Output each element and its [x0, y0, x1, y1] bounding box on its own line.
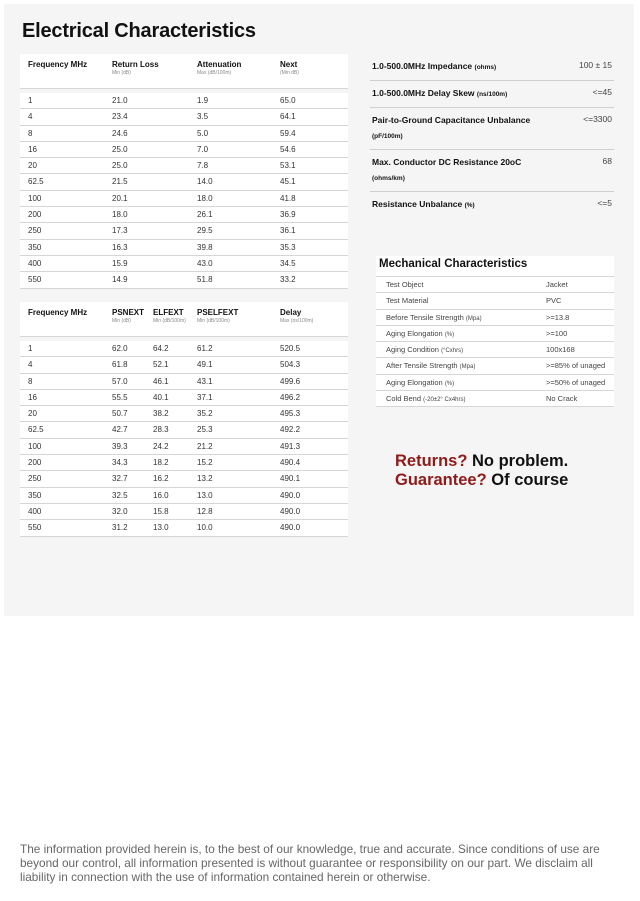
mechanical-value: No Crack: [546, 394, 578, 404]
table-cell: 39.3: [112, 441, 128, 451]
promo-text: [395, 452, 568, 490]
table-cell: 65.0: [280, 96, 296, 105]
table-cell: 61.2: [197, 344, 213, 353]
table-cell: 25.3: [197, 425, 213, 435]
table-cell: 37.1: [197, 392, 213, 402]
table-row: [20, 504, 348, 520]
mechanical-row: [376, 358, 614, 374]
table-cell: 36.9: [280, 210, 296, 220]
table-cell: 31.2: [112, 523, 128, 533]
header-frequency: Frequency MHz: [28, 60, 88, 69]
header-next: Next (Min dB): [280, 60, 299, 76]
table-cell: 33.2: [280, 275, 296, 285]
table-cell: 499.6: [280, 376, 301, 386]
table-cell: 64.1: [280, 112, 296, 122]
table-cell: 16: [28, 144, 37, 154]
table-cell: 55.5: [112, 392, 128, 402]
table-cell: 250: [28, 474, 42, 484]
table-cell: 52.1: [153, 360, 169, 370]
table-cell: 12.8: [197, 506, 213, 516]
disclaimer: The information provided herein is, to the best of our knowledge, true and accurate. Since conditions of use are beyond our control, all information presented is without guarantee or responsibility on our part. We disclaim all liability in connection with the use of information contained herein or otherwise.: [20, 842, 600, 884]
mechanical-row: [376, 277, 614, 293]
mechanical-table: [376, 256, 614, 407]
table-cell: 36.1: [280, 226, 296, 236]
spec-delay-skew: 1.0-500.0MHz Delay Skew (ns/100m) <=45: [370, 81, 614, 108]
table-cell: 28.3: [153, 425, 169, 435]
mechanical-label: Before Tensile Strength (Mpa): [386, 312, 482, 322]
table-row: [20, 207, 348, 223]
table-row: [20, 471, 348, 487]
table-cell: 7.0: [197, 144, 209, 154]
table-row: [20, 109, 348, 125]
table-cell: 26.1: [197, 210, 213, 220]
table-cell: 25.0: [112, 144, 128, 154]
table-row: [20, 256, 348, 272]
table-cell: 62.0: [112, 344, 128, 353]
header-psnext: PSNEXT Min (dB): [112, 308, 145, 324]
header-return-loss: Return Loss Min (dB): [112, 60, 159, 76]
table-row: [20, 272, 348, 288]
table-cell: 16.2: [153, 474, 169, 484]
table-row: [20, 439, 348, 455]
table-cell: 32.0: [112, 506, 128, 516]
table-cell: 496.2: [280, 392, 301, 402]
mechanical-value: >=100: [546, 328, 568, 338]
table-cell: 20: [28, 161, 37, 171]
table-cell: 40.1: [153, 392, 169, 402]
table-cell: 61.8: [112, 360, 128, 370]
table-cell: 490.0: [280, 506, 301, 516]
mechanical-label: Aging Condition (°Cxhrs): [386, 345, 464, 355]
table-cell: 32.5: [112, 490, 128, 500]
mechanical-row: [376, 326, 614, 342]
mechanical-row: [376, 310, 614, 326]
table-cell: 1: [28, 96, 33, 105]
table-cell: 38.2: [153, 409, 169, 419]
table-cell: 1.9: [197, 96, 209, 105]
mechanical-value: PVC: [546, 296, 562, 306]
table-header: [20, 54, 348, 89]
table-cell: 51.8: [197, 275, 213, 285]
table-row: [20, 240, 348, 256]
table-cell: 100: [28, 193, 42, 203]
table-cell: 350: [28, 490, 42, 500]
header-elfext: ELFEXT Min (dB/100m): [153, 308, 186, 324]
table-row: [20, 126, 348, 142]
table-row: [20, 520, 348, 536]
table-cell: 13.0: [153, 523, 169, 533]
table-cell: 492.2: [280, 425, 301, 435]
table-cell: 50.7: [112, 409, 128, 419]
table-row: [20, 142, 348, 158]
mechanical-title: Mechanical Characteristics: [376, 256, 614, 277]
table-row: [20, 223, 348, 239]
table-cell: 54.6: [280, 144, 296, 154]
table-cell: 62.5: [28, 425, 44, 435]
table-cell: 200: [28, 458, 42, 468]
header-attenuation: Attenuation Max (dB/100m): [197, 60, 242, 76]
table-cell: 550: [28, 275, 42, 285]
mechanical-value: >=13.8: [546, 312, 570, 322]
electrical-table-1: [20, 54, 348, 289]
table-cell: 18.0: [197, 193, 213, 203]
table-cell: 64.2: [153, 344, 169, 353]
table-cell: 4: [28, 360, 33, 370]
mechanical-label: Cold Bend (-20±2° Cx4hrs): [386, 394, 466, 404]
table-cell: 15.9: [112, 258, 128, 268]
mechanical-label: After Tensile Strength (Mpa): [386, 361, 476, 371]
table-cell: 39.8: [197, 242, 213, 252]
table-cell: 550: [28, 523, 42, 533]
table-cell: 16.0: [153, 490, 169, 500]
table-cell: 49.1: [197, 360, 213, 370]
table-cell: 490.4: [280, 458, 301, 468]
table-cell: 43.1: [197, 376, 213, 386]
table-cell: 504.3: [280, 360, 301, 370]
table-cell: 8: [28, 376, 33, 386]
electrical-specs-list: [370, 54, 614, 218]
mechanical-value: >=85% of unaged: [546, 361, 606, 371]
promo-line-returns: Returns? No problem.: [395, 452, 569, 470]
table-cell: 13.0: [197, 490, 213, 500]
mechanical-value: 100x168: [546, 345, 575, 355]
table-cell: 1: [28, 344, 33, 353]
mechanical-row: [376, 391, 614, 407]
table-cell: 35.3: [280, 242, 296, 252]
table-cell: 520.5: [280, 344, 301, 353]
mechanical-label: Test Material: [386, 296, 429, 306]
table-cell: 46.1: [153, 376, 169, 386]
table-cell: 16.3: [112, 242, 128, 252]
table-row: [20, 174, 348, 190]
table-cell: 200: [28, 210, 42, 220]
header-delay: Delay Max (ns/100m): [280, 308, 314, 324]
table-row: [20, 406, 348, 422]
table-cell: 20: [28, 409, 37, 419]
mechanical-label: Test Object: [386, 280, 424, 289]
table-row: [20, 422, 348, 438]
table-cell: 491.3: [280, 441, 301, 451]
table-cell: 45.1: [280, 177, 296, 187]
header-pselfext: PSELFEXT Min (dB/100m): [197, 308, 239, 324]
table-cell: 21.5: [112, 177, 128, 187]
table-cell: 43.0: [197, 258, 213, 268]
table-cell: 23.4: [112, 112, 128, 122]
table-cell: 34.5: [280, 258, 296, 268]
table-cell: 21.2: [197, 441, 213, 451]
header-frequency: Frequency MHz: [28, 308, 88, 317]
table-cell: 16: [28, 392, 37, 402]
table-row: [20, 374, 348, 390]
table-cell: 59.4: [280, 128, 296, 138]
table-cell: 21.0: [112, 96, 128, 105]
table-cell: 490.1: [280, 474, 301, 484]
table-cell: 250: [28, 226, 42, 236]
mechanical-row: [376, 293, 614, 309]
table-cell: 8: [28, 128, 33, 138]
table-cell: 10.0: [197, 523, 213, 533]
spec-impedance: 1.0-500.0MHz Impedance (ohms) 100 ± 15: [370, 54, 614, 81]
table-row: [20, 341, 348, 357]
table-cell: 34.3: [112, 458, 128, 468]
table-cell: 400: [28, 258, 42, 268]
spec-dc-resistance: Max. Conductor DC Resistance 20oC (ohms/km) 68: [370, 150, 614, 192]
table-cell: 62.5: [28, 177, 44, 187]
table-cell: 41.8: [280, 193, 296, 203]
table-cell: 57.0: [112, 376, 128, 386]
table-cell: 3.5: [197, 112, 209, 122]
table-cell: 495.3: [280, 409, 301, 419]
table-cell: 14.0: [197, 177, 213, 187]
table-row: [20, 390, 348, 406]
table-cell: 5.0: [197, 128, 209, 138]
table-cell: 4: [28, 112, 33, 122]
page-title: Electrical Characteristics: [22, 20, 256, 42]
table-cell: 42.7: [112, 425, 128, 435]
table-row: [20, 488, 348, 504]
mechanical-row: [376, 342, 614, 358]
table-cell: 14.9: [112, 275, 128, 285]
table-cell: 25.0: [112, 161, 128, 171]
spec-capacitance-unbalance: Pair-to-Ground Capacitance Unbalance (pF/100m) <=3300: [370, 108, 614, 150]
table-cell: 32.7: [112, 474, 128, 484]
table-cell: 490.0: [280, 523, 301, 533]
table-cell: 400: [28, 506, 42, 516]
table-cell: 100: [28, 441, 42, 451]
table-cell: 13.2: [197, 474, 213, 484]
table-cell: 24.6: [112, 128, 128, 138]
table-cell: 18.2: [153, 458, 169, 468]
mechanical-value: >=50% of unaged: [546, 377, 606, 387]
mechanical-row: [376, 375, 614, 391]
table-cell: 18.0: [112, 210, 128, 220]
mechanical-label: Aging Elongation (%): [386, 377, 455, 387]
table-cell: 490.0: [280, 490, 301, 500]
table-header: [20, 302, 348, 337]
table-row: [20, 357, 348, 373]
mechanical-value: Jacket: [546, 280, 568, 289]
table-row: [20, 158, 348, 174]
spec-resistance-unbalance: Resistance Unbalance (%) <=5: [372, 198, 612, 209]
table-cell: 15.2: [197, 458, 213, 468]
table-cell: 35.2: [197, 409, 213, 419]
electrical-table-2: [20, 302, 348, 537]
table-cell: 17.3: [112, 226, 128, 236]
table-row: [20, 455, 348, 471]
table-row: [20, 191, 348, 207]
promo-line-guarantee: Guarantee? Of course: [395, 471, 569, 489]
table-cell: 15.8: [153, 506, 169, 516]
table-cell: 20.1: [112, 193, 128, 203]
table-row: [20, 93, 348, 109]
table-cell: 7.8: [197, 161, 209, 171]
table-cell: 24.2: [153, 441, 169, 451]
mechanical-label: Aging Elongation (%): [386, 328, 455, 338]
table-cell: 350: [28, 242, 42, 252]
table-cell: 29.5: [197, 226, 213, 236]
table-cell: 53.1: [280, 161, 296, 171]
